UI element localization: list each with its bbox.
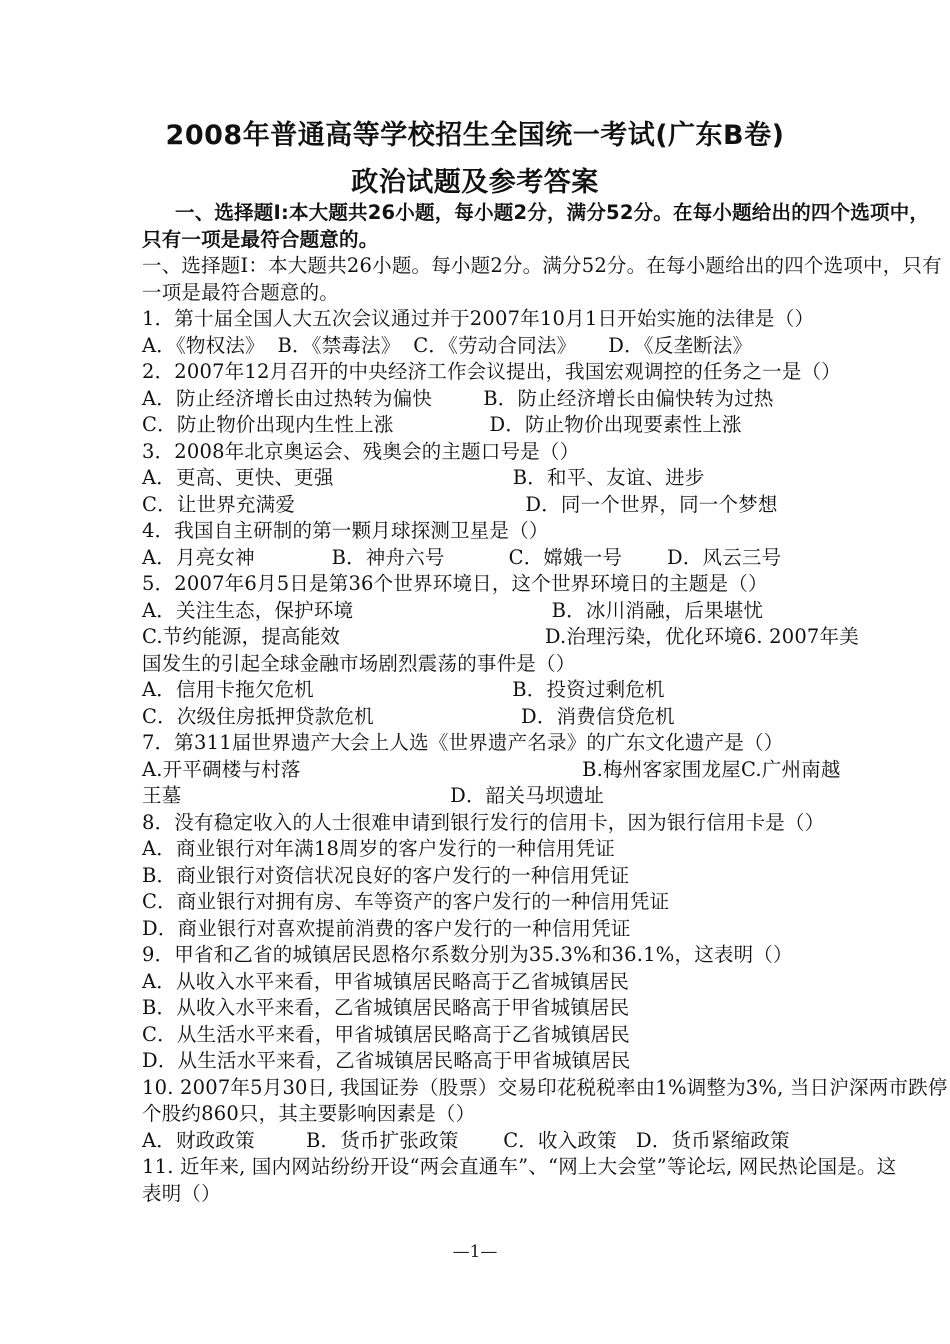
text-line: D．商业银行对喜欢提前消费的客户发行的一种信用凭证 [142, 916, 631, 940]
text-line: 1．第十届全国人大五次会议通过并于2007年10月1日开始实施的法律是（） [142, 307, 815, 330]
page-footer [0, 1240, 950, 1264]
text-line: A．防止经济增长由过热转为偏快 B．防止经济增长由偏快转为过热 [142, 386, 774, 410]
page-number: —1— [452, 1242, 498, 1262]
text-line: A．月亮女神 B．神舟六号 C．嫦娥一号 D．风云三号 [142, 545, 782, 569]
text-line: C．从生活水平来看，甲省城镇居民略高于乙省城镇居民 [142, 1022, 630, 1046]
exam-subtitle: 政治试题及参考答案 [351, 167, 599, 198]
text-line: A．信用卡拖欠危机 B．投资过剩危机 [142, 678, 665, 701]
text-line: 国发生的引起全球金融市场剧烈震荡的事件是（） [142, 651, 576, 675]
text-line: 2．2007年12月召开的中央经济工作会议提出，我国宏观调控的任务之一是（） [142, 360, 841, 383]
text-line: 3．2008年北京奥运会、残奥会的主题口号是（） [142, 439, 580, 463]
text-line: 表明（） [142, 1181, 221, 1205]
text-line: A．《物权法》 B．《禁毒法》 C．《劳动合同法》 D．《反垄断法》 [142, 333, 753, 357]
text-line: A．关注生态，保护环境 B．冰川消融，后果堪忧 [142, 598, 764, 622]
text-line: C.节约能源，提高能效 D.治理污染，优化环境6. 2007年美 [142, 625, 859, 648]
text-line: A．从收入水平来看，甲省城镇居民略高于乙省城镇居民 [142, 969, 630, 993]
text-line: 11. 近年来, 国内网站纷纷开设“两会直通车”、“网上大会堂”等论坛, 网民热论国是。这 [142, 1155, 897, 1178]
text-line: A．更高、更快、更强 B．和平、友谊、进步 [142, 466, 705, 489]
text-line: 一、选择题Ⅰ:本大题共26小题，每小题2分，满分52分。在每小题给出的四个选项中， [175, 201, 930, 224]
text-line: 9．甲省和乙省的城镇居民恩格尔系数分别为35.3%和36.1%，这表明（） [142, 943, 793, 966]
text-line: C．让世界充满爱 D．同一个世界，同一个梦想 [142, 492, 778, 516]
text-line: 一项是最符合题意的。 [142, 280, 340, 304]
text-line: 4．我国自主研制的第一颗月球探测卫星是（） [142, 519, 549, 542]
text-line: 7．第311届世界遗产大会上人选《世界遗产名录》的广东文化遗产是（） [142, 731, 784, 754]
text-line: 王墓 D．韶关马坝遗址 [142, 784, 604, 807]
text-line: A．商业银行对年满18周岁的客户发行的一种信用凭证 [142, 837, 615, 860]
text-line: 一、选择题I：本大题共26小题。每小题2分。满分52分。在每小题给出的四个选项中，只有 [142, 254, 942, 277]
text-line: A.开平碉楼与村落 B.梅州客家围龙屋C.广州南越 [142, 757, 841, 781]
text-line: B．从收入水平来看，乙省城镇居民略高于甲省城镇居民 [142, 996, 630, 1019]
text-line: B．商业银行对资信状况良好的客户发行的一种信用凭证 [142, 863, 630, 887]
exam-body-text [142, 200, 948, 1207]
text-line: C．次级住房抵押贷款危机 D．消费信贷危机 [142, 704, 675, 728]
text-line: A．财政政策 B．货币扩张政策 C．收入政策 D．货币紧缩政策 [142, 1128, 790, 1152]
text-line: 5．2007年6月5日是第36个世界环境日，这个世界环境日的主题是（） [142, 572, 768, 595]
text-line: 10. 2007年5月30日, 我国证券（股票）交易印花税税率由1%调整为3%, 当日沪深两市跌停 [142, 1075, 948, 1099]
text-line: C．商业银行对拥有房、车等资产的客户发行的一种信用凭证 [142, 890, 670, 913]
text-line: D．从生活水平来看，乙省城镇居民略高于甲省城镇居民 [142, 1049, 631, 1072]
text-line: C．防止物价出现内生性上涨 D．防止物价出现要素性上涨 [142, 413, 742, 436]
text-line: 8．没有稳定收入的人士很难申请到银行发行的信用卡，因为银行信用卡是（） [142, 810, 825, 834]
text-line: 只有一项是最符合题意的。 [142, 227, 379, 251]
exam-title: 2008年普通高等学校招生全国统一考试(广东B卷) [165, 120, 785, 151]
text-line: 个股约860只，其主要影响因素是（） [142, 1102, 476, 1125]
title-block [0, 112, 950, 206]
